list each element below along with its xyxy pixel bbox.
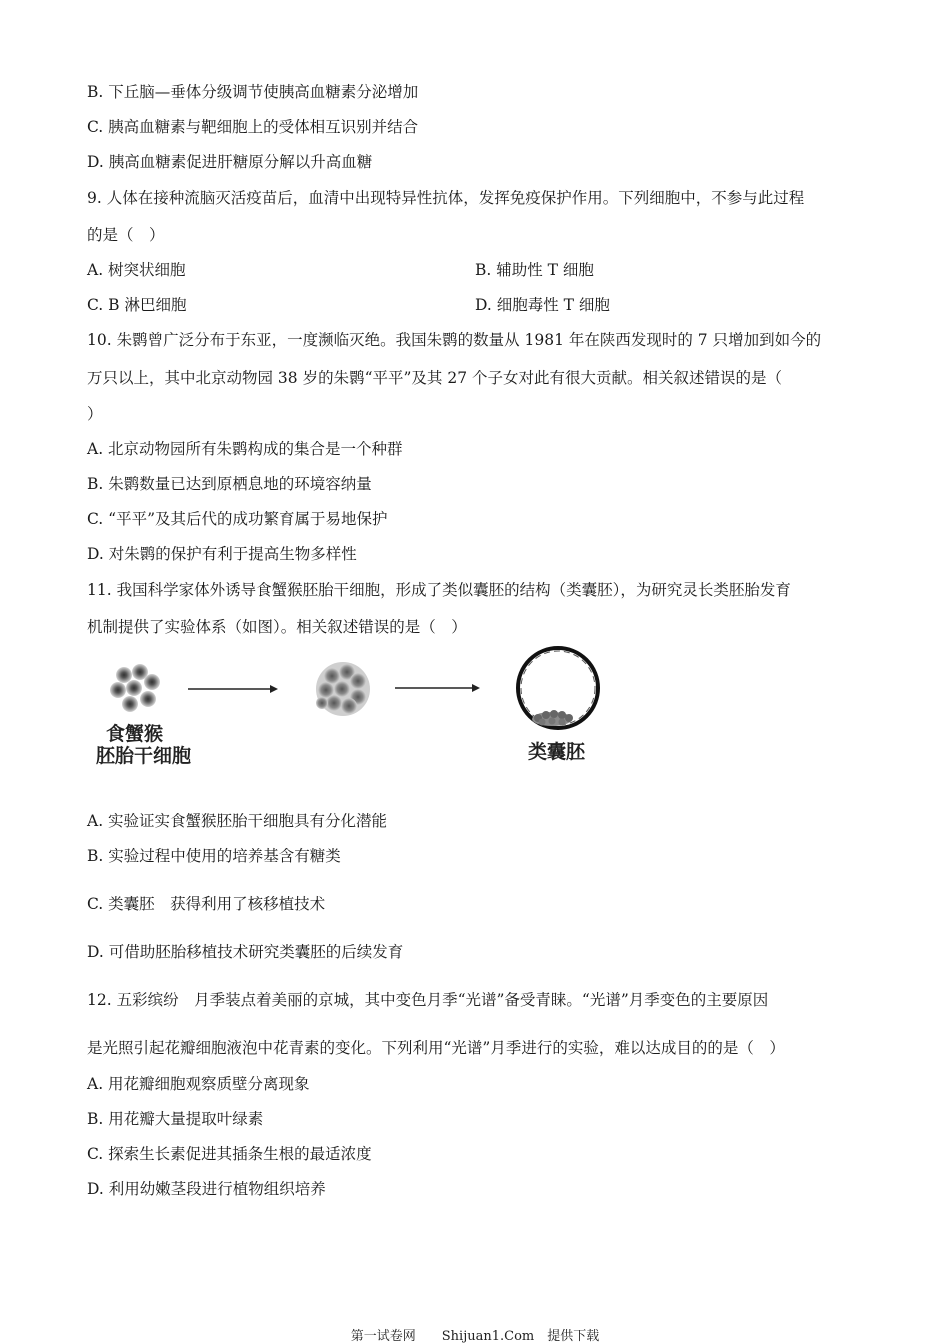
q9-option-d: D. 细胞毒性 T 细胞	[475, 296, 610, 314]
blastoid-icon	[518, 648, 598, 728]
q9-stem-line2: 的是（ ）	[87, 226, 165, 244]
q11-option-c: C. 类囊胚 获得利用了核移植技术	[87, 895, 326, 913]
q10-option-a: A. 北京动物园所有朱鹮构成的集合是一个种群	[87, 440, 403, 458]
q12-option-b: B. 用花瓣大量提取叶绿素	[87, 1110, 264, 1128]
q12-option-d: D. 利用幼嫩茎段进行植物组织培养	[87, 1180, 326, 1198]
figure-label-macaque: 食蟹猴	[106, 723, 164, 745]
q11-stem-line1: 11. 我国科学家体外诱导食蟹猴胚胎干细胞，形成了类似囊胚的结构（类囊胚），为研究灵长类胚胎发育	[87, 581, 791, 599]
q10-option-b: B. 朱鹮数量已达到原栖息地的环境容纳量	[87, 475, 372, 493]
arrow-right-icon	[395, 684, 480, 692]
q10-option-c: C. “平平”及其后代的成功繁育属于易地保护	[87, 510, 388, 528]
q12-option-c: C. 探索生长素促进其插条生根的最适浓度	[87, 1145, 372, 1163]
q8-option-b: B. 下丘脑—垂体分级调节使胰高血糖素分泌增加	[87, 83, 419, 101]
q10-stem-line2: 万只以上，其中北京动物园 38 岁的朱鹮“平平”及其 27 个子女对此有很大贡献。相关叙述错误的是（	[87, 369, 783, 387]
q10-stem-line1: 10. 朱鹮曾广泛分布于东亚，一度濒临灭绝。我国朱鹮的数量从 1981 年在陕西发现时的 7 只增加到如今的	[87, 331, 822, 349]
q10-stem-line3: ）	[87, 405, 103, 423]
q8-option-d: D. 胰高血糖素促进肝糖原分解以升高血糖	[87, 153, 373, 171]
q12-stem-line1: 12. 五彩缤纷 月季装点着美丽的京城，其中变色月季“光谱”备受青睐。“光谱”月季变色的主要原因	[87, 991, 769, 1009]
q10-option-d: D. 对朱鹮的保护有利于提高生物多样性	[87, 545, 357, 563]
figure-label-blastoid: 类囊胚	[528, 741, 586, 763]
q12-option-a: A. 用花瓣细胞观察质壁分离现象	[87, 1075, 310, 1093]
blastoid-figure	[90, 645, 620, 775]
q8-option-c: C. 胰高血糖素与靶细胞上的受体相互识别并结合	[87, 118, 419, 136]
stem-cells-icon	[110, 664, 160, 712]
cell-aggregate-icon	[316, 662, 370, 716]
q9-option-c: C. B 淋巴细胞	[87, 296, 187, 314]
q11-stem-line2: 机制提供了实验体系（如图）。相关叙述错误的是（ ）	[87, 618, 467, 636]
q9-stem-line1: 9. 人体在接种流脑灭活疫苗后，血清中出现特异性抗体，发挥免疫保护作用。下列细胞中，不参与此过程	[87, 189, 805, 207]
page-footer: 第一试卷网 Shijuan1.Com 提供下载	[350, 1329, 600, 1344]
arrow-right-icon	[188, 685, 278, 693]
q12-stem-line2: 是光照引起花瓣细胞液泡中花青素的变化。下列利用“光谱”月季进行的实验，难以达成目的的是（ ）	[87, 1039, 785, 1057]
q9-option-a: A. 树突状细胞	[87, 261, 186, 279]
figure-label-stem-cell: 胚胎干细胞	[96, 745, 192, 767]
q11-option-d: D. 可借助胚胎移植技术研究类囊胚的后续发育	[87, 943, 404, 961]
q9-option-b: B. 辅助性 T 细胞	[475, 261, 594, 279]
q11-option-a: A. 实验证实食蟹猴胚胎干细胞具有分化潜能	[87, 812, 388, 830]
q11-option-b: B. 实验过程中使用的培养基含有糖类	[87, 847, 341, 865]
